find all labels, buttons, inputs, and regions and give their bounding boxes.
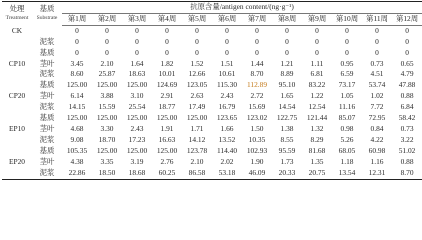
cell-treatment bbox=[2, 37, 32, 48]
table-row bbox=[2, 25, 422, 36]
cell-treatment: EP20 bbox=[8, 156, 25, 166]
cell-value: 0 bbox=[255, 25, 259, 35]
cell-value: 0.84 bbox=[370, 123, 384, 133]
cell-value: 123.78 bbox=[186, 145, 208, 155]
cell-value: 0 bbox=[315, 25, 319, 35]
cell-value: 46.09 bbox=[242, 168, 272, 179]
table-row bbox=[2, 48, 422, 59]
cell-value: 0 bbox=[75, 25, 79, 35]
table-row bbox=[2, 135, 422, 146]
cell-value: 10.61 bbox=[218, 69, 236, 79]
cell-value: 53.18 bbox=[212, 168, 242, 179]
cell-value: 115.30 bbox=[216, 80, 238, 90]
cell-value: 0 bbox=[195, 47, 199, 57]
cell-substrate: 泥浆 bbox=[39, 69, 55, 79]
header-week-10: 第10周 bbox=[332, 13, 362, 25]
cell-value: 10.01 bbox=[158, 69, 176, 79]
header-substrate-en: Substrate bbox=[36, 14, 58, 21]
cell-value: 1.64 bbox=[130, 58, 144, 68]
cell-value: 125.00 bbox=[96, 113, 118, 123]
cell-value: 2.10 bbox=[100, 58, 114, 68]
cell-value: 17.23 bbox=[128, 134, 146, 144]
cell-value: 60.25 bbox=[152, 168, 182, 179]
cell-value: 8.70 bbox=[250, 69, 264, 79]
cell-value: 14.12 bbox=[188, 134, 206, 144]
cell-value: 2.91 bbox=[160, 91, 174, 101]
cell-value: 2.72 bbox=[250, 91, 264, 101]
cell-value: 3.45 bbox=[70, 58, 84, 68]
cell-value: 0 bbox=[345, 47, 349, 57]
cell-value: 20.33 bbox=[272, 168, 302, 179]
cell-value: 0 bbox=[135, 47, 139, 57]
cell-value: 1.22 bbox=[310, 91, 324, 101]
cell-value: 11.16 bbox=[338, 102, 356, 112]
cell-value: 2.43 bbox=[220, 91, 234, 101]
cell-value: 1.32 bbox=[310, 123, 324, 133]
cell-value: 2.43 bbox=[130, 123, 144, 133]
cell-substrate: 茎叶 bbox=[39, 123, 55, 133]
cell-value: 83.22 bbox=[308, 80, 326, 90]
cell-value: 102.93 bbox=[246, 145, 268, 155]
cell-value: 6.84 bbox=[400, 102, 414, 112]
cell-value: 1.02 bbox=[370, 91, 384, 101]
cell-value: 1.16 bbox=[370, 156, 384, 166]
header-week-2: 第2周 bbox=[92, 13, 122, 25]
header-week-9: 第9周 bbox=[302, 13, 332, 25]
cell-value: 15.59 bbox=[98, 102, 116, 112]
cell-value: 0 bbox=[405, 25, 409, 35]
cell-value: 0 bbox=[195, 25, 199, 35]
cell-value: 6.14 bbox=[70, 91, 84, 101]
cell-value: 1.65 bbox=[280, 91, 294, 101]
cell-value: 16.79 bbox=[218, 102, 236, 112]
cell-value: 121.44 bbox=[306, 113, 328, 123]
cell-value: 58.42 bbox=[398, 113, 416, 123]
cell-value: 1.52 bbox=[190, 58, 204, 68]
cell-value: 0 bbox=[315, 47, 319, 57]
table-row bbox=[2, 113, 422, 124]
header-week-4: 第4周 bbox=[152, 13, 182, 25]
cell-value: 86.58 bbox=[182, 168, 212, 179]
cell-treatment: CK bbox=[11, 25, 23, 35]
cell-value: 0.95 bbox=[340, 58, 354, 68]
header-week-1: 第1周 bbox=[62, 13, 92, 25]
cell-substrate: 茎叶 bbox=[39, 91, 55, 101]
cell-treatment bbox=[2, 113, 32, 124]
cell-value: 18.70 bbox=[98, 134, 116, 144]
cell-treatment: EP10 bbox=[8, 123, 25, 133]
cell-treatment bbox=[2, 48, 32, 59]
cell-value: 123.65 bbox=[216, 113, 238, 123]
cell-value: 0 bbox=[225, 25, 229, 35]
cell-value: 0.88 bbox=[400, 91, 414, 101]
cell-value: 18.77 bbox=[158, 102, 176, 112]
cell-value: 125.00 bbox=[126, 80, 148, 90]
cell-value: 7.72 bbox=[370, 102, 384, 112]
cell-value: 0 bbox=[105, 36, 109, 46]
cell-value: 1.44 bbox=[250, 58, 264, 68]
cell-value: 8.70 bbox=[392, 168, 422, 179]
cell-value: 85.07 bbox=[338, 113, 356, 123]
table-row bbox=[2, 168, 422, 179]
cell-treatment bbox=[2, 102, 32, 113]
header-week-7: 第7周 bbox=[242, 13, 272, 25]
cell-value: 0 bbox=[285, 25, 289, 35]
cell-value: 12.54 bbox=[308, 102, 326, 112]
cell-value: 0 bbox=[165, 47, 169, 57]
cell-value: 0.73 bbox=[400, 123, 414, 133]
cell-value: 1.90 bbox=[250, 156, 264, 166]
cell-value: 0 bbox=[105, 25, 109, 35]
cell-value: 53.74 bbox=[368, 80, 386, 90]
cell-value: 3.30 bbox=[100, 123, 114, 133]
cell-value: 125.00 bbox=[126, 145, 148, 155]
header-week-8: 第8周 bbox=[272, 13, 302, 25]
cell-value: 8.89 bbox=[280, 69, 294, 79]
cell-value: 1.11 bbox=[310, 58, 324, 68]
cell-value: 95.59 bbox=[278, 145, 296, 155]
table-row bbox=[2, 69, 422, 80]
cell-value: 0.65 bbox=[400, 58, 414, 68]
cell-substrate: 基质 bbox=[39, 80, 55, 90]
cell-value: 18.68 bbox=[122, 168, 152, 179]
cell-value: 0 bbox=[225, 47, 229, 57]
cell-value: 114.40 bbox=[216, 145, 238, 155]
cell-value: 10.35 bbox=[248, 134, 266, 144]
cell-substrate: 泥浆 bbox=[39, 134, 55, 144]
cell-value: 3.22 bbox=[400, 134, 414, 144]
cell-value: 3.10 bbox=[130, 91, 144, 101]
cell-substrate bbox=[32, 25, 62, 36]
table-row bbox=[2, 146, 422, 157]
cell-substrate: 茎叶 bbox=[39, 58, 55, 68]
cell-value: 125.00 bbox=[96, 80, 118, 90]
antigen-content-table bbox=[2, 1, 422, 180]
cell-value: 1.18 bbox=[340, 156, 354, 166]
cell-value: 2.63 bbox=[190, 91, 204, 101]
cell-value: 0 bbox=[255, 36, 259, 46]
cell-value: 125.00 bbox=[96, 145, 118, 155]
cell-value: 0.73 bbox=[370, 58, 384, 68]
cell-value: 0 bbox=[165, 25, 169, 35]
cell-value: 1.50 bbox=[250, 123, 264, 133]
cell-value: 8.55 bbox=[280, 134, 294, 144]
cell-value: 0 bbox=[405, 47, 409, 57]
cell-value: 124.69 bbox=[156, 80, 178, 90]
cell-value: 1.51 bbox=[220, 58, 234, 68]
table-row bbox=[2, 157, 422, 168]
cell-value: 1.91 bbox=[160, 123, 174, 133]
table-row bbox=[2, 37, 422, 48]
cell-value: 0.88 bbox=[400, 156, 414, 166]
cell-value: 8.29 bbox=[310, 134, 324, 144]
cell-value: 1.73 bbox=[280, 156, 294, 166]
cell-value: 1.82 bbox=[160, 58, 174, 68]
cell-value: 123.05 bbox=[186, 80, 208, 90]
cell-value: 2.76 bbox=[160, 156, 174, 166]
cell-value: 47.88 bbox=[398, 80, 416, 90]
cell-value: 73.17 bbox=[338, 80, 356, 90]
cell-value: 125.00 bbox=[66, 113, 88, 123]
cell-value: 0 bbox=[345, 36, 349, 46]
cell-value: 81.68 bbox=[308, 145, 326, 155]
cell-value: 1.66 bbox=[220, 123, 234, 133]
cell-substrate: 茎叶 bbox=[39, 156, 55, 166]
cell-value: 51.02 bbox=[398, 145, 416, 155]
cell-substrate: 泥浆 bbox=[32, 168, 62, 179]
cell-value: 95.10 bbox=[278, 80, 296, 90]
header-substrate-zh: 基质 bbox=[39, 4, 55, 14]
cell-value: 20.75 bbox=[302, 168, 332, 179]
table-row bbox=[2, 59, 422, 70]
cell-value: 125.00 bbox=[156, 113, 178, 123]
cell-value: 13.54 bbox=[332, 168, 362, 179]
cell-value: 4.38 bbox=[70, 156, 84, 166]
cell-value: 6.81 bbox=[310, 69, 324, 79]
data-table-container bbox=[2, 1, 419, 180]
header-treatment-en: Treatment bbox=[5, 14, 29, 21]
cell-value: 18.50 bbox=[92, 168, 122, 179]
cell-value: 105.35 bbox=[66, 145, 88, 155]
cell-value: 2.02 bbox=[220, 156, 234, 166]
cell-value: 9.08 bbox=[70, 134, 84, 144]
cell-treatment bbox=[2, 168, 32, 179]
header-week-12: 第12周 bbox=[392, 13, 422, 25]
cell-value: 0 bbox=[195, 36, 199, 46]
cell-value: 0 bbox=[375, 36, 379, 46]
cell-value: 0 bbox=[105, 47, 109, 57]
cell-value: 17.49 bbox=[188, 102, 206, 112]
cell-treatment bbox=[2, 80, 32, 91]
cell-value: 2.10 bbox=[190, 156, 204, 166]
cell-value: 0 bbox=[375, 25, 379, 35]
table-row bbox=[2, 102, 422, 113]
header-week-3: 第3周 bbox=[122, 13, 152, 25]
header-week-11: 第11周 bbox=[362, 13, 392, 25]
table-row bbox=[2, 124, 422, 135]
cell-value: 15.69 bbox=[248, 102, 266, 112]
cell-treatment bbox=[2, 135, 32, 146]
cell-treatment bbox=[2, 146, 32, 157]
cell-value: 123.02 bbox=[246, 113, 268, 123]
cell-value: 12.66 bbox=[188, 69, 206, 79]
cell-value: 1.21 bbox=[280, 58, 294, 68]
cell-value: 0 bbox=[345, 25, 349, 35]
cell-value: 125.00 bbox=[156, 145, 178, 155]
cell-value: 22.86 bbox=[62, 168, 92, 179]
cell-value: 14.54 bbox=[278, 102, 296, 112]
header-treatment-zh: 处理 bbox=[9, 4, 25, 14]
cell-value: 14.15 bbox=[68, 102, 86, 112]
cell-value: 4.22 bbox=[370, 134, 384, 144]
cell-value: 125.00 bbox=[66, 80, 88, 90]
cell-value: 4.51 bbox=[370, 69, 384, 79]
cell-value: 112.89 bbox=[246, 80, 268, 90]
cell-value: 25.54 bbox=[128, 102, 146, 112]
cell-value: 3.19 bbox=[130, 156, 144, 166]
cell-value: 5.26 bbox=[340, 134, 354, 144]
cell-value: 12.31 bbox=[362, 168, 392, 179]
cell-value: 0 bbox=[255, 47, 259, 57]
cell-substrate: 基质 bbox=[39, 145, 55, 155]
cell-value: 68.05 bbox=[338, 145, 356, 155]
cell-value: 13.52 bbox=[218, 134, 236, 144]
cell-value: 6.59 bbox=[340, 69, 354, 79]
cell-substrate: 泥浆 bbox=[39, 36, 55, 46]
table-row bbox=[2, 80, 422, 91]
cell-value: 0 bbox=[285, 36, 289, 46]
cell-value: 72.95 bbox=[368, 113, 386, 123]
cell-value: 16.63 bbox=[158, 134, 176, 144]
cell-value: 8.60 bbox=[70, 69, 84, 79]
table-row bbox=[2, 91, 422, 102]
cell-value: 0 bbox=[75, 36, 79, 46]
header-substrate bbox=[32, 2, 62, 26]
cell-value: 18.63 bbox=[128, 69, 146, 79]
cell-value: 0 bbox=[135, 25, 139, 35]
cell-value: 0 bbox=[75, 47, 79, 57]
header-antigen-content: 抗原含量/antigen content/(ng·g⁻¹) bbox=[62, 2, 422, 14]
header-week-6: 第6周 bbox=[212, 13, 242, 25]
cell-value: 3.35 bbox=[100, 156, 114, 166]
cell-value: 25.87 bbox=[98, 69, 116, 79]
cell-value: 3.88 bbox=[100, 91, 114, 101]
header-treatment bbox=[2, 2, 32, 26]
cell-treatment bbox=[2, 69, 32, 80]
cell-substrate: 泥浆 bbox=[39, 102, 55, 112]
cell-value: 0.98 bbox=[340, 123, 354, 133]
cell-value: 0 bbox=[405, 36, 409, 46]
cell-value: 1.38 bbox=[280, 123, 294, 133]
cell-value: 0 bbox=[375, 47, 379, 57]
cell-value: 125.00 bbox=[186, 113, 208, 123]
cell-value: 0 bbox=[225, 36, 229, 46]
cell-value: 1.35 bbox=[310, 156, 324, 166]
cell-value: 4.79 bbox=[400, 69, 414, 79]
cell-value: 122.75 bbox=[276, 113, 298, 123]
cell-value: 0 bbox=[315, 36, 319, 46]
cell-value: 1.05 bbox=[340, 91, 354, 101]
cell-treatment: CP20 bbox=[8, 91, 26, 101]
cell-value: 60.98 bbox=[368, 145, 386, 155]
header-week-5: 第5周 bbox=[182, 13, 212, 25]
cell-value: 125.00 bbox=[126, 113, 148, 123]
cell-value: 0 bbox=[285, 47, 289, 57]
cell-value: 4.68 bbox=[70, 123, 84, 133]
cell-value: 0 bbox=[165, 36, 169, 46]
cell-treatment: CP10 bbox=[8, 58, 26, 68]
cell-substrate: 基质 bbox=[39, 113, 55, 123]
cell-substrate: 基质 bbox=[39, 47, 55, 57]
cell-value: 0 bbox=[135, 36, 139, 46]
cell-value: 1.71 bbox=[190, 123, 204, 133]
